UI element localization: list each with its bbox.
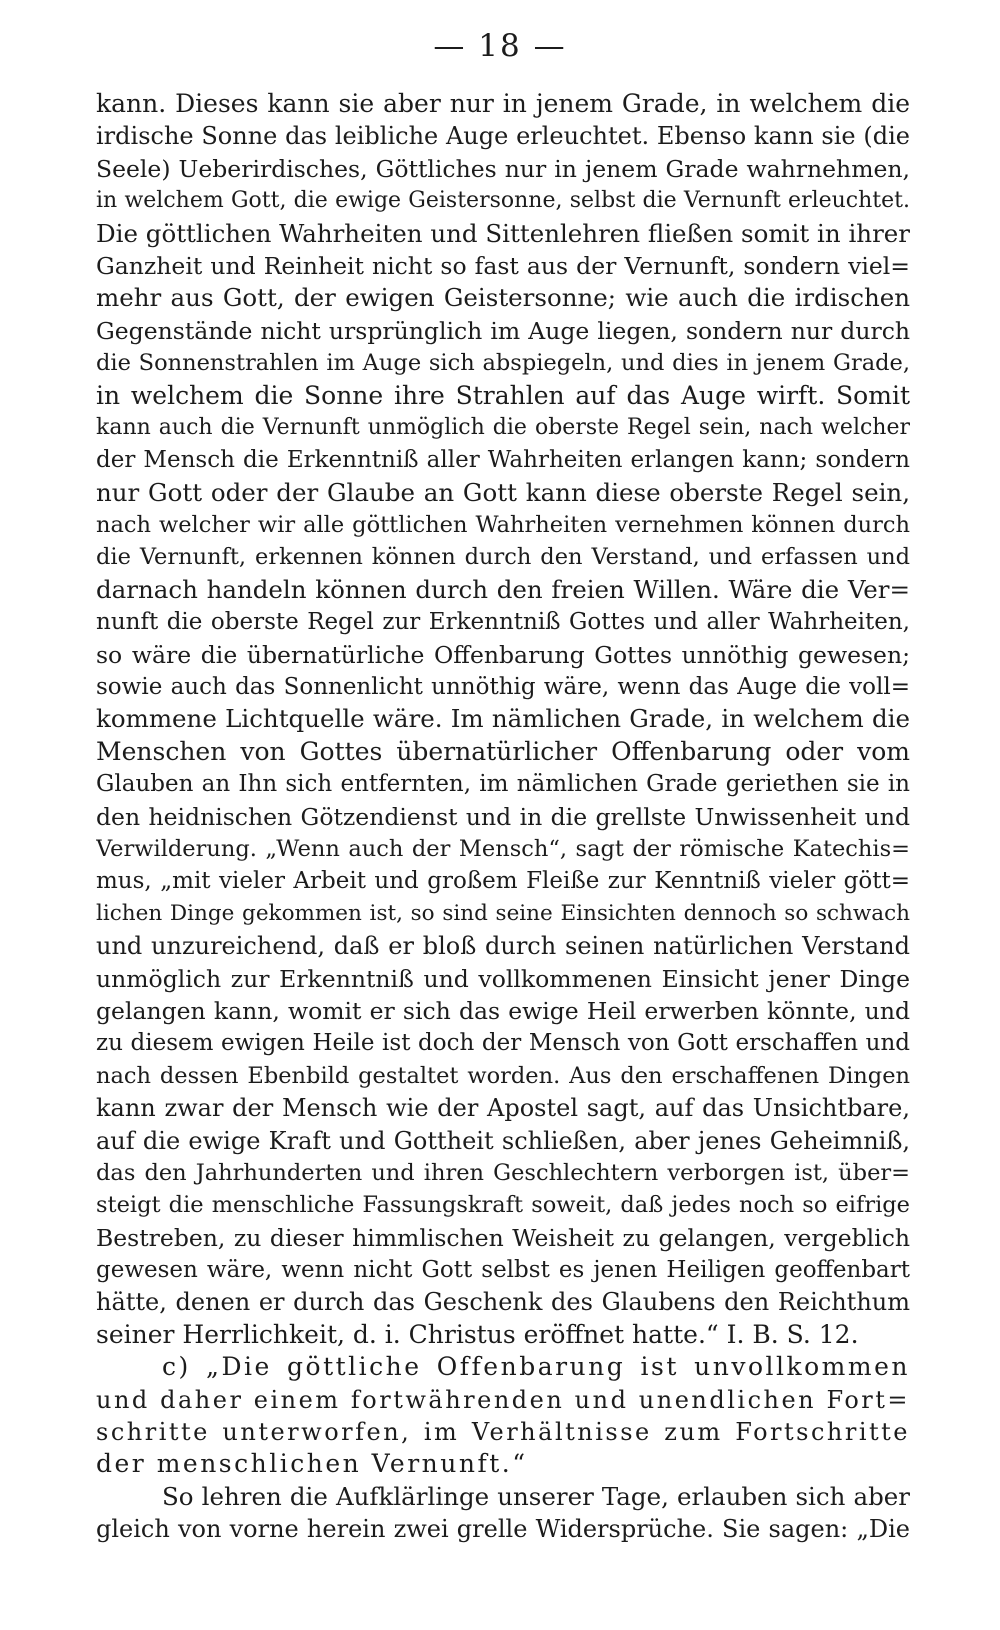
text-line: Die göttlichen Wahrheiten und Sittenlehren fließen somit in ihrer	[96, 218, 910, 248]
text-line: gelangen kann, womit er sich das ewige Heil erwerben könnte, und	[96, 996, 910, 1025]
text-line: darnach handeln können durch den freien Willen. Wäre die Ver=	[96, 574, 910, 604]
text-line: den heidnischen Götzendienst und in die grellste Unwissenheit und	[96, 802, 910, 831]
text-line: mus, „mit vieler Arbeit und großem Fleiße zur Kenntniß vieler gött=	[96, 868, 910, 895]
text-line: unmöglich zur Erkenntniß und vollkommenen Einsicht jener Dinge	[96, 964, 910, 993]
text-line: kann auch die Vernunft unmöglich die oberste Regel sein, nach welcher	[96, 414, 910, 440]
text-line: und unzureichend, daß er bloß durch seinen natürlichen Verstand	[96, 932, 910, 961]
text-line: steigt die menschliche Fassungskraft soweit, daß jedes noch so eifrige	[96, 1192, 910, 1219]
text-line: irdische Sonne das leibliche Auge erleuchtet. Ebenso kann sie (die	[96, 122, 910, 151]
text-line: Ganzheit und Reinheit nicht so fast aus der Vernunft, sondern viel=	[96, 251, 910, 280]
text-line: kann. Dieses kann sie aber nur in jenem Grade, in welchem die	[96, 89, 910, 118]
text-line: nunft die oberste Regel zur Erkenntniß Gottes und aller Wahrheiten,	[96, 609, 910, 636]
text-line: in welchem die Sonne ihre Strahlen auf das Auge wirft. Somit	[96, 380, 910, 410]
text-line: Gegenstände nicht ursprünglich im Auge liegen, sondern nur durch	[96, 316, 910, 345]
text-line: lichen Dinge gekommen ist, so sind seine Einsichten dennoch so schwach	[96, 900, 910, 926]
text-line: Glauben an Ihn sich entfernten, im nämlichen Grade geriethen sie in	[96, 771, 910, 798]
text-line: schritte unterworfen, im Verhältnisse zum Fortschritte	[96, 1418, 910, 1447]
text-line: nach dessen Ebenbild gestaltet worden. Aus den erschaffenen Dingen	[96, 1062, 910, 1089]
text-line: gleich von vorne herein zwei grelle Widersprüche. Sie sagen: „Die	[96, 1515, 910, 1544]
text-line: hätte, denen er durch das Geschenk des Glaubens den Reichthum	[96, 1288, 910, 1317]
text-line: seiner Herrlichkeit, d. i. Christus eröffnet hatte.“ I. B. S. 12.	[96, 1319, 859, 1349]
text-line: der menschlichen Vernunft.“	[96, 1449, 528, 1479]
page-number-header: — 18 —	[433, 28, 567, 64]
text-line: die Sonnenstrahlen im Auge sich abspiegeln, und dies in jenem Grade,	[96, 350, 910, 377]
text-line: in welchem Gott, die ewige Geistersonne, selbst die Vernunft erleuchtet.	[96, 188, 910, 214]
text-line: nach welcher wir alle göttlichen Wahrheiten vernehmen können durch	[96, 512, 910, 539]
text-line: kann zwar der Mensch wie der Apostel sagt, auf das Unsichtbare,	[96, 1094, 910, 1123]
text-line: nur Gott oder der Glaube an Gott kann diese oberste Regel sein,	[96, 477, 910, 507]
text-line: so wäre die übernatürliche Offenbarung Gottes unnöthig gewesen;	[96, 640, 910, 669]
text-line: das den Jahrhunderten und ihren Geschlechtern verborgen ist, über=	[96, 1159, 910, 1186]
text-line: der Mensch die Erkenntniß aller Wahrheiten erlangen kann; sondern	[96, 447, 910, 474]
text-line: die Vernunft, erkennen können durch den Verstand, und erfassen und	[96, 544, 910, 571]
text-line: gewesen wäre, wenn nicht Gott selbst es jenen Heiligen geoffenbart	[96, 1257, 910, 1284]
text-line: auf die ewige Kraft und Gottheit schließen, aber jenes Geheimniß,	[96, 1126, 910, 1155]
text-line: Verwilderung. „Wenn auch der Mensch“, sagt der römische Katechis=	[96, 835, 910, 862]
text-line: Menschen von Gottes übernatürlicher Offenbarung oder vom	[96, 736, 910, 766]
text-line: So lehren die Aufklärlinge unserer Tage, erlauben sich aber	[162, 1481, 910, 1511]
text-line: Seele) Ueberirdisches, Göttliches nur in jenem Grade wahrnehmen,	[96, 154, 910, 183]
text-line: sowie auch das Sonnenlicht unnöthig wäre, wenn das Auge die voll=	[96, 674, 910, 701]
text-line: Bestreben, zu dieser himmlischen Weisheit zu gelangen, vergeblich	[96, 1223, 910, 1252]
text-line: zu diesem ewigen Heile ist doch der Mensch von Gott erschaffen und	[96, 1030, 910, 1057]
text-line: mehr aus Gott, der ewigen Geistersonne; wie auch die irdischen	[96, 283, 910, 313]
text-line: c) „Die göttliche Offenbarung ist unvollkommen	[162, 1352, 910, 1382]
body-text	[96, 88, 910, 1546]
text-line: und daher einem fortwährenden und unendlichen Fort=	[96, 1385, 910, 1414]
text-line: kommene Lichtquelle wäre. Im nämlichen Grade, in welchem die	[96, 704, 910, 734]
